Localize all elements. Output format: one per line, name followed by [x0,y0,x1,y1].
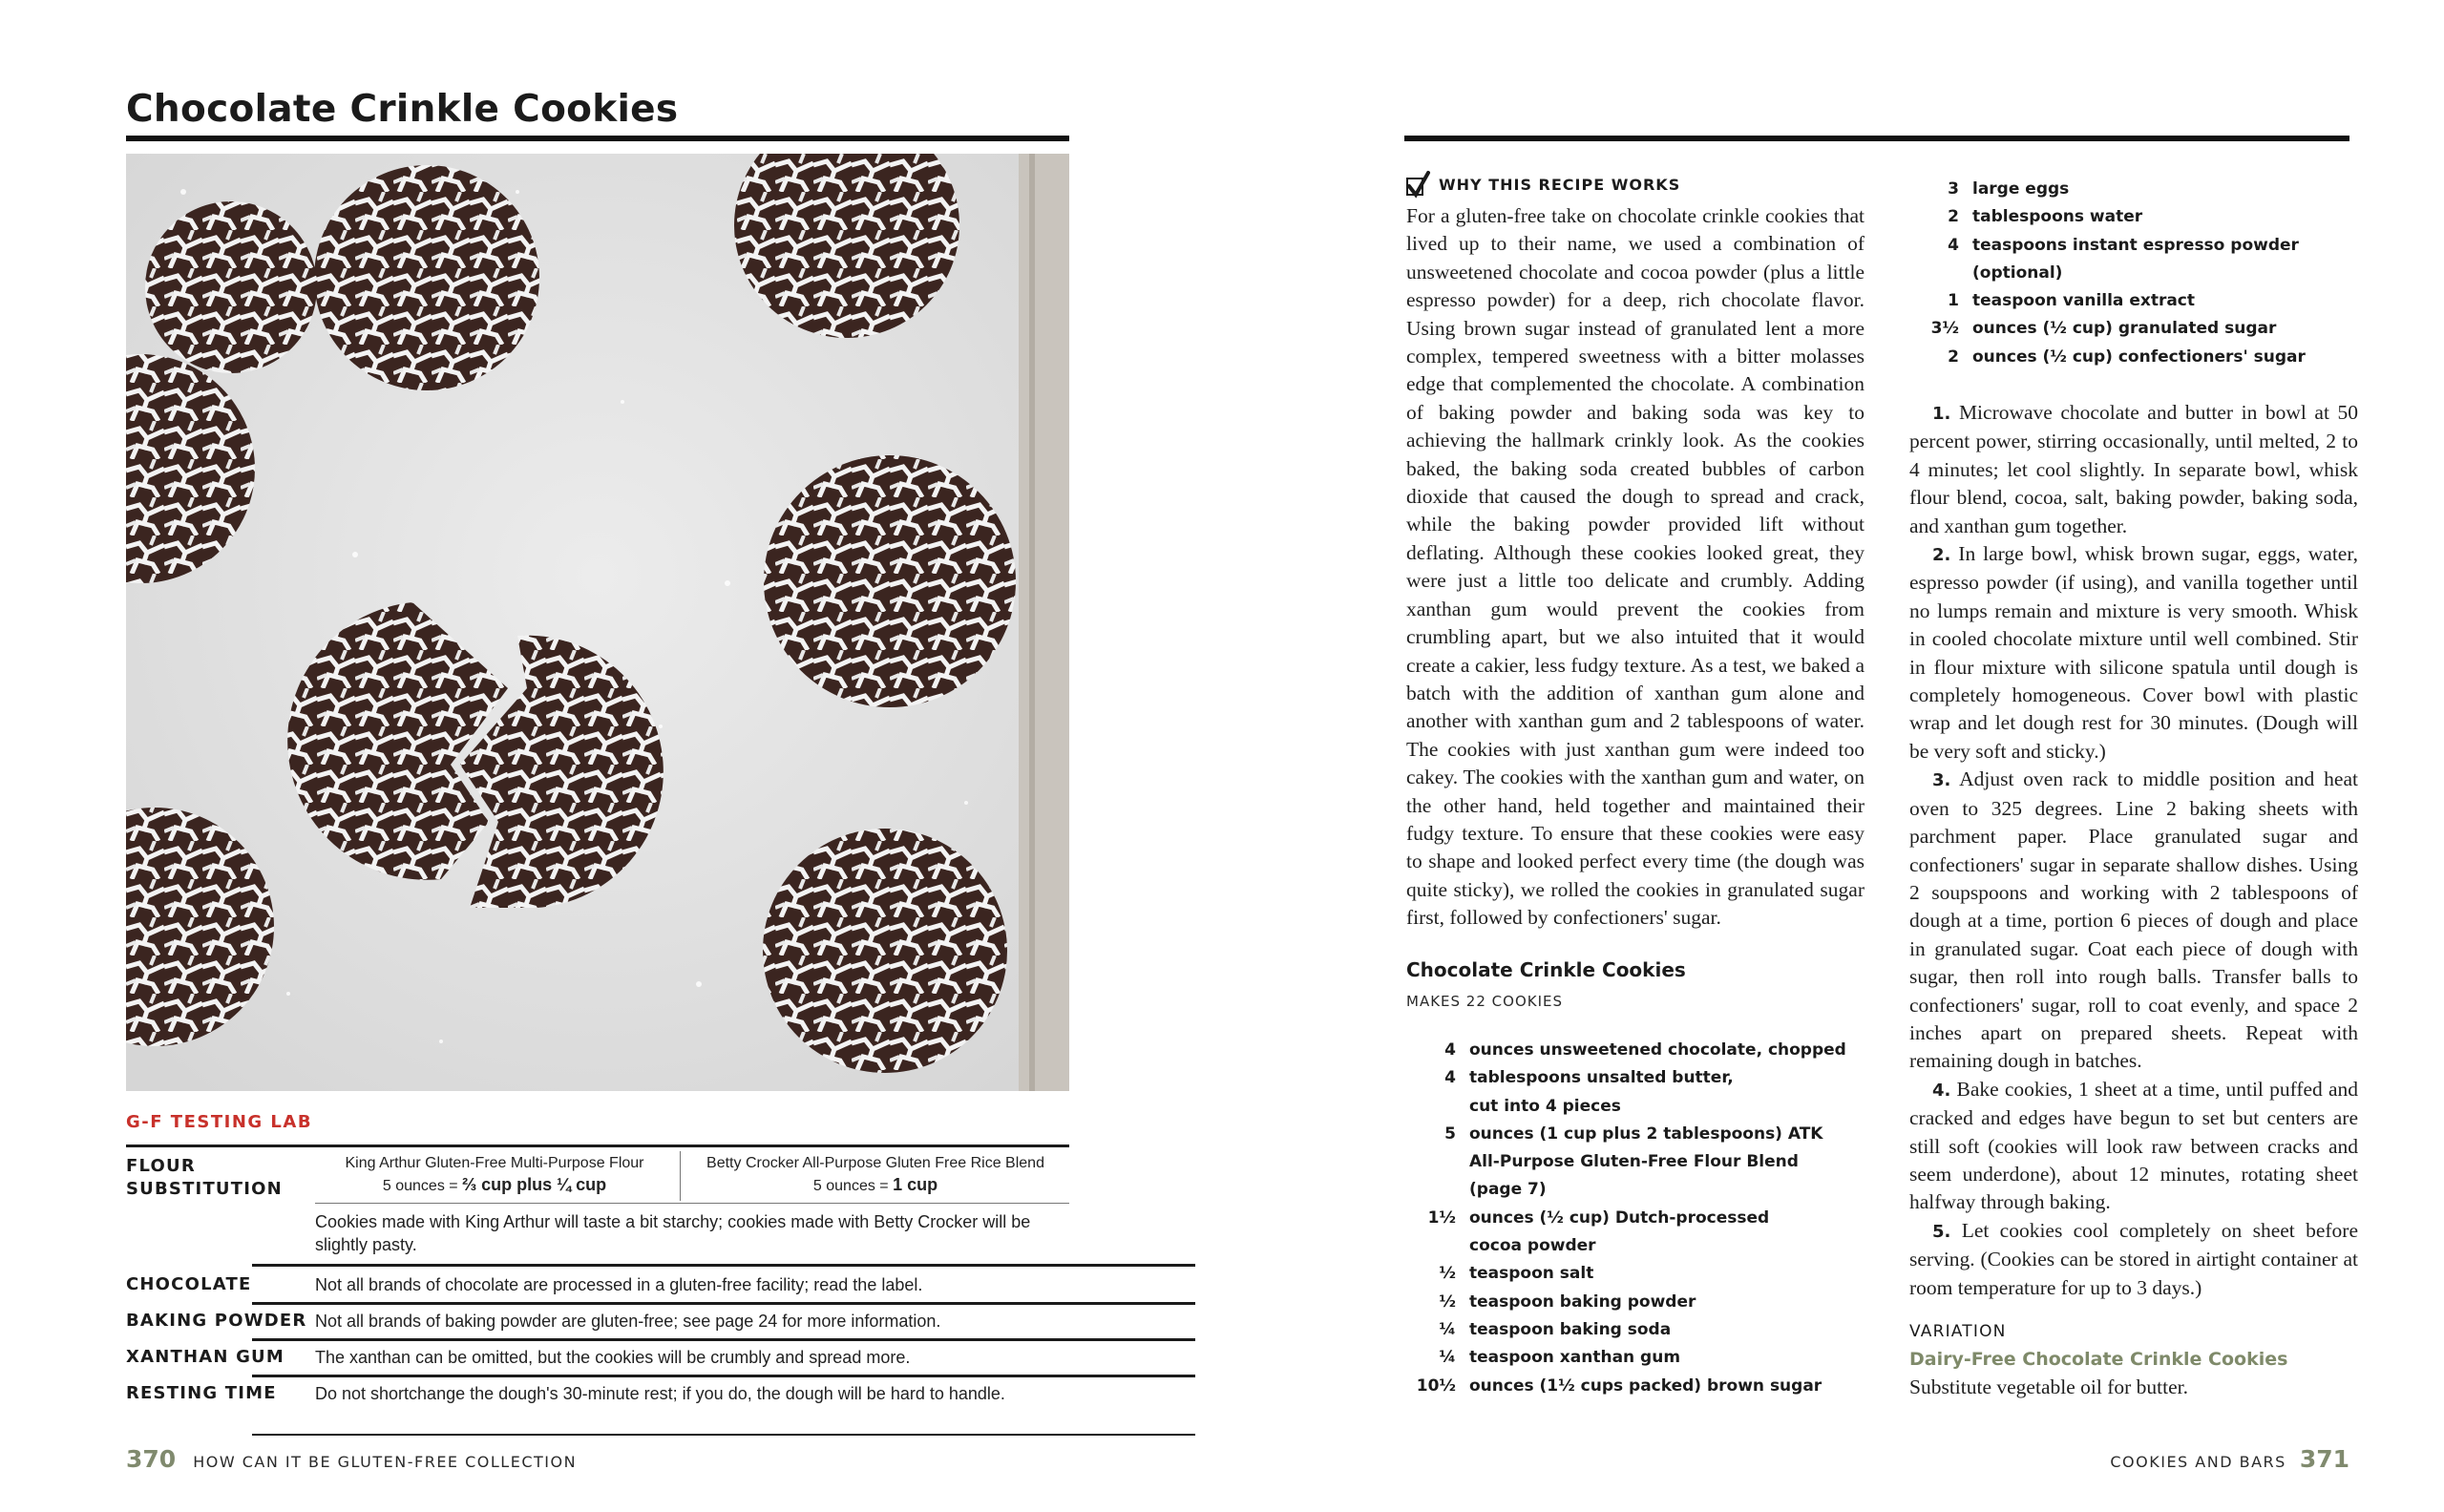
row-text: Not all brands of baking powder are gluten-free; see page 24 for more information. [315,1312,941,1331]
cell-divider [680,1151,681,1201]
ingredient-text: large eggs [1972,179,2070,199]
step-text: In large bowl, whisk brown sugar, eggs, water, espresso powder (if using), and vanilla together until no lumps remain and mixture is very smooth. Whisk in cooled chocolate mixture until well combined. Stir in flour mixture with silicone spatula until dough is completely homogeneous. Cover bowl with plastic wrap and let dough rest for 30 minutes. (Dough will be very soft and sticky.) [1909,542,2359,763]
recipe-step [1909,1076,2358,1217]
recipe-step [1909,1217,2358,1302]
step-text: Adjust oven rack to middle position and heat oven to 325 degrees. Line 2 baking sheets with parchment paper. Place granulated sugar and confectioners' sugar in separate shallow dishes. Using 2 soupspoons and working with 2 tablespoons of dough at a time, portion 6 pieces of dough and place in granulated sugar. Coat each piece of dough with sugar, then roll into rough balls. Transfer balls to confectioners' sugar, roll to coat evenly, and space 2 inches apart on prepared sheets. Repeat with remaining dough in batches. [1909,767,2358,1073]
recipe-steps [1909,399,2358,1302]
checkmark-icon [1406,170,1431,199]
ingredient-item [1406,1260,1884,1288]
row-label: XANTHAN GUM [126,1347,284,1367]
ingredient-item [1406,1289,1884,1316]
table-row [126,1310,1069,1338]
ingredient-text: teaspoons instant espresso powder [1972,235,2299,255]
variation-title: Dairy-Free Chocolate Crinkle Cookies [1909,1349,2288,1370]
ingredient-list-1 [1406,1037,1884,1400]
ingredient-qty: 3 [1948,179,1959,199]
ingredient-text: ounces (½ cup) granulated sugar [1972,319,2277,339]
ingredient-text: teaspoon salt [1469,1264,1594,1284]
row-rule [252,1264,1195,1267]
right-page [1222,0,2444,1512]
ingredient-qty: ¼ [1439,1348,1456,1368]
ingredient-item [1406,1344,1884,1372]
ingredient-text: ounces (1½ cups packed) brown sugar [1469,1376,1822,1396]
ingredient-qty: ½ [1439,1292,1456,1312]
ingredient-text: tablespoons water [1972,207,2143,227]
ingredient-text: (page 7) [1469,1180,1547,1200]
flour-note: Cookies made with King Arthur will taste a bit starchy; cookies made with Betty Crocker will be slightly pasty. [315,1212,1031,1254]
ingredient-qty: 1½ [1427,1208,1456,1228]
title-rule [126,136,1069,141]
running-head: HOW CAN IT BE GLUTEN-FREE COLLECTION [193,1453,578,1471]
ingredient-qty: 5 [1444,1124,1456,1144]
flour-amount: 5 ounces = ⅔ cup plus ¼ cup [382,1175,607,1194]
ingredient-text: ounces (1 cup plus 2 tablespoons) ATK [1469,1124,1823,1144]
ingredient-text: cocoa powder [1469,1236,1596,1256]
baking-sheet-edge [1019,154,1069,1091]
ingredient-item [1406,1064,1884,1121]
ingredient-text: ounces (½ cup) confectioners' sugar [1972,346,2306,367]
step-number: 5. [1932,1221,1951,1242]
ingredient-text: teaspoon baking soda [1469,1319,1672,1339]
row-text: Do not shortchange the dough's 30-minute rest; if you do, the dough will be hard to handle. [315,1384,1005,1403]
ingredient-item [1909,315,2387,343]
ingredient-text: teaspoon xanthan gum [1469,1348,1681,1368]
why-heading-label: WHY THIS RECIPE WORKS [1439,175,1681,194]
footer-left [126,1445,577,1473]
ingredient-qty: ¼ [1439,1319,1456,1339]
testing-lab-heading: G-F TESTING LAB [126,1112,313,1132]
row-text: Not all brands of chocolate are processed in a gluten-free facility; read the label. [315,1275,923,1294]
step-text: Let cookies cool completely on sheet before serving. (Cookies can be stored in airtight container at room temperature for up to 3 days.) [1909,1218,2358,1299]
ingredient-item [1909,203,2387,231]
ingredient-text: ounces unsweetened chocolate, chopped [1469,1040,1846,1060]
recipe-step [1909,399,2358,540]
cookies-photo [126,154,1069,1091]
step-number: 1. [1932,404,1951,424]
page-number: 371 [2299,1445,2349,1473]
ingredient-qty: 4 [1948,235,1959,255]
recipe-step [1909,540,2358,766]
ingredient-item [1406,1205,1884,1261]
flour-brand: King Arthur Gluten-Free Multi-Purpose Flour [345,1155,644,1171]
step-text: Bake cookies, 1 sheet at a time, until puffed and cracked and edges have begun to set but centers are still soft (cookies will look raw between cracks and seem underdone), about 12 minutes, rotating sheet halfway through baking. [1909,1077,2358,1214]
row-label: CHOCOLATE [126,1274,252,1294]
ingredient-text: teaspoon baking powder [1469,1292,1696,1312]
footer-right [2110,1445,2349,1473]
table-bottom-rule [252,1434,1195,1436]
ingredient-qty: 10½ [1416,1376,1456,1396]
step-number: 4. [1932,1080,1951,1101]
ingredient-qty: 4 [1444,1068,1456,1088]
step-number: 2. [1932,545,1951,566]
ingredient-text: tablespoons unsalted butter, [1469,1068,1734,1088]
flour-brand: Betty Crocker All-Purpose Gluten Free Rice Blend [706,1155,1044,1171]
table-row [126,1382,1069,1432]
top-rule [1404,136,2349,141]
running-head: COOKIES AND BARS [2110,1453,2286,1471]
cookies-photo-illustration [126,154,1069,1091]
ingredient-qty: 2 [1948,207,1959,227]
variation-text: Substitute vegetable oil for butter. [1909,1376,2188,1398]
ingredient-text: All-Purpose Gluten-Free Flour Blend [1469,1152,1799,1172]
ingredient-qty: 3½ [1930,319,1959,339]
table-row-flour [126,1151,1069,1268]
row-rule [252,1302,1195,1305]
flour-option-betty-crocker [682,1153,1069,1197]
row-text: The xanthan can be omitted, but the cookies will be crumbly and spread more. [315,1348,911,1367]
lab-top-rule [126,1144,1069,1147]
table-row [126,1273,1069,1302]
ingredient-qty: 1 [1948,291,1959,311]
ingredient-item [1909,232,2387,288]
ingredient-item [1406,1316,1884,1344]
ingredient-item [1909,287,2387,315]
variation-heading: VARIATION [1909,1322,2007,1341]
table-row [126,1346,1069,1375]
ingredient-item [1406,1373,1884,1400]
row-rule [252,1375,1195,1377]
ingredient-text: cut into 4 pieces [1469,1096,1621,1116]
ingredient-text: (optional) [1972,262,2063,283]
page-title: Chocolate Crinkle Cookies [126,88,679,131]
recipe-title: Chocolate Crinkle Cookies [1406,958,1686,981]
ingredient-list-2 [1909,176,2387,371]
ingredient-text: ounces (½ cup) Dutch-processed [1469,1208,1770,1228]
ingredient-item [1406,1037,1884,1064]
ingredient-item [1909,176,2387,203]
step-text: Microwave chocolate and butter in bowl at 50 percent power, stirring occasionally, until melted, 2 to 4 minutes; let cool slightly. In separate bowl, whisk flour blend, cocoa, salt, baking powder, baking soda, and xanthan gum together. [1909,401,2358,537]
ingredient-qty: 4 [1444,1040,1456,1060]
ingredient-item [1909,344,2387,371]
row-label: BAKING POWDER [126,1311,307,1331]
ingredient-qty: ½ [1439,1264,1456,1284]
cell-rule [315,1203,1069,1204]
flour-amount: 5 ounces = 1 cup [812,1175,938,1194]
step-number: 3. [1932,770,1951,791]
page-number: 370 [126,1445,177,1473]
row-label: RESTING TIME [126,1383,277,1403]
why-body-text: For a gluten-free take on chocolate crinkle cookies that lived up to their name, we used a combination of unsweetened chocolate and cocoa powder (plus a little espresso powder) for a deep, rich chocolate flavor. Using brown sugar instead of granulated lent a more complex, tempered sweetness with a bitter molasses edge that complemented the chocolate. A combination of baking powder and baking soda was key to achieving the hallmark crinkly look. As the cookies baked, the baking soda created bubbles of carbon dioxide that caused the dough to spread and crack, while the baking powder provided lift without deflating. Although these cookies looked great, they were just a little too delicate and crumbly. Adding xanthan gum would prevent the cookies from crumbling apart, but we also intuited that it would create a cakier, less fudgy texture. As a test, we baked a batch with the addition of xanthan gum alone and another with xanthan gum and 2 tablespoons of water. The cookies with just xanthan gum were indeed too cakey. The cookies with the xanthan gum and water, on the other hand, held together and maintained their fudgy texture. To ensure that these cookies were easy to shape and looked perfect every time (the dough was quite sticky), we rolled the cookies in granulated sugar first, followed by confectioners' sugar. [1406,204,1865,930]
ingredient-qty: 2 [1948,346,1959,367]
ingredient-text: teaspoon vanilla extract [1972,291,2196,311]
recipe-step [1909,766,2358,1075]
row-rule [252,1338,1195,1341]
recipe-yield: MAKES 22 COOKIES [1406,993,1564,1010]
row-label: FLOUR SUBSTITUTION [126,1156,283,1199]
flour-option-king-arthur [315,1153,674,1197]
ingredient-item [1406,1121,1884,1205]
why-heading [1406,170,1680,199]
